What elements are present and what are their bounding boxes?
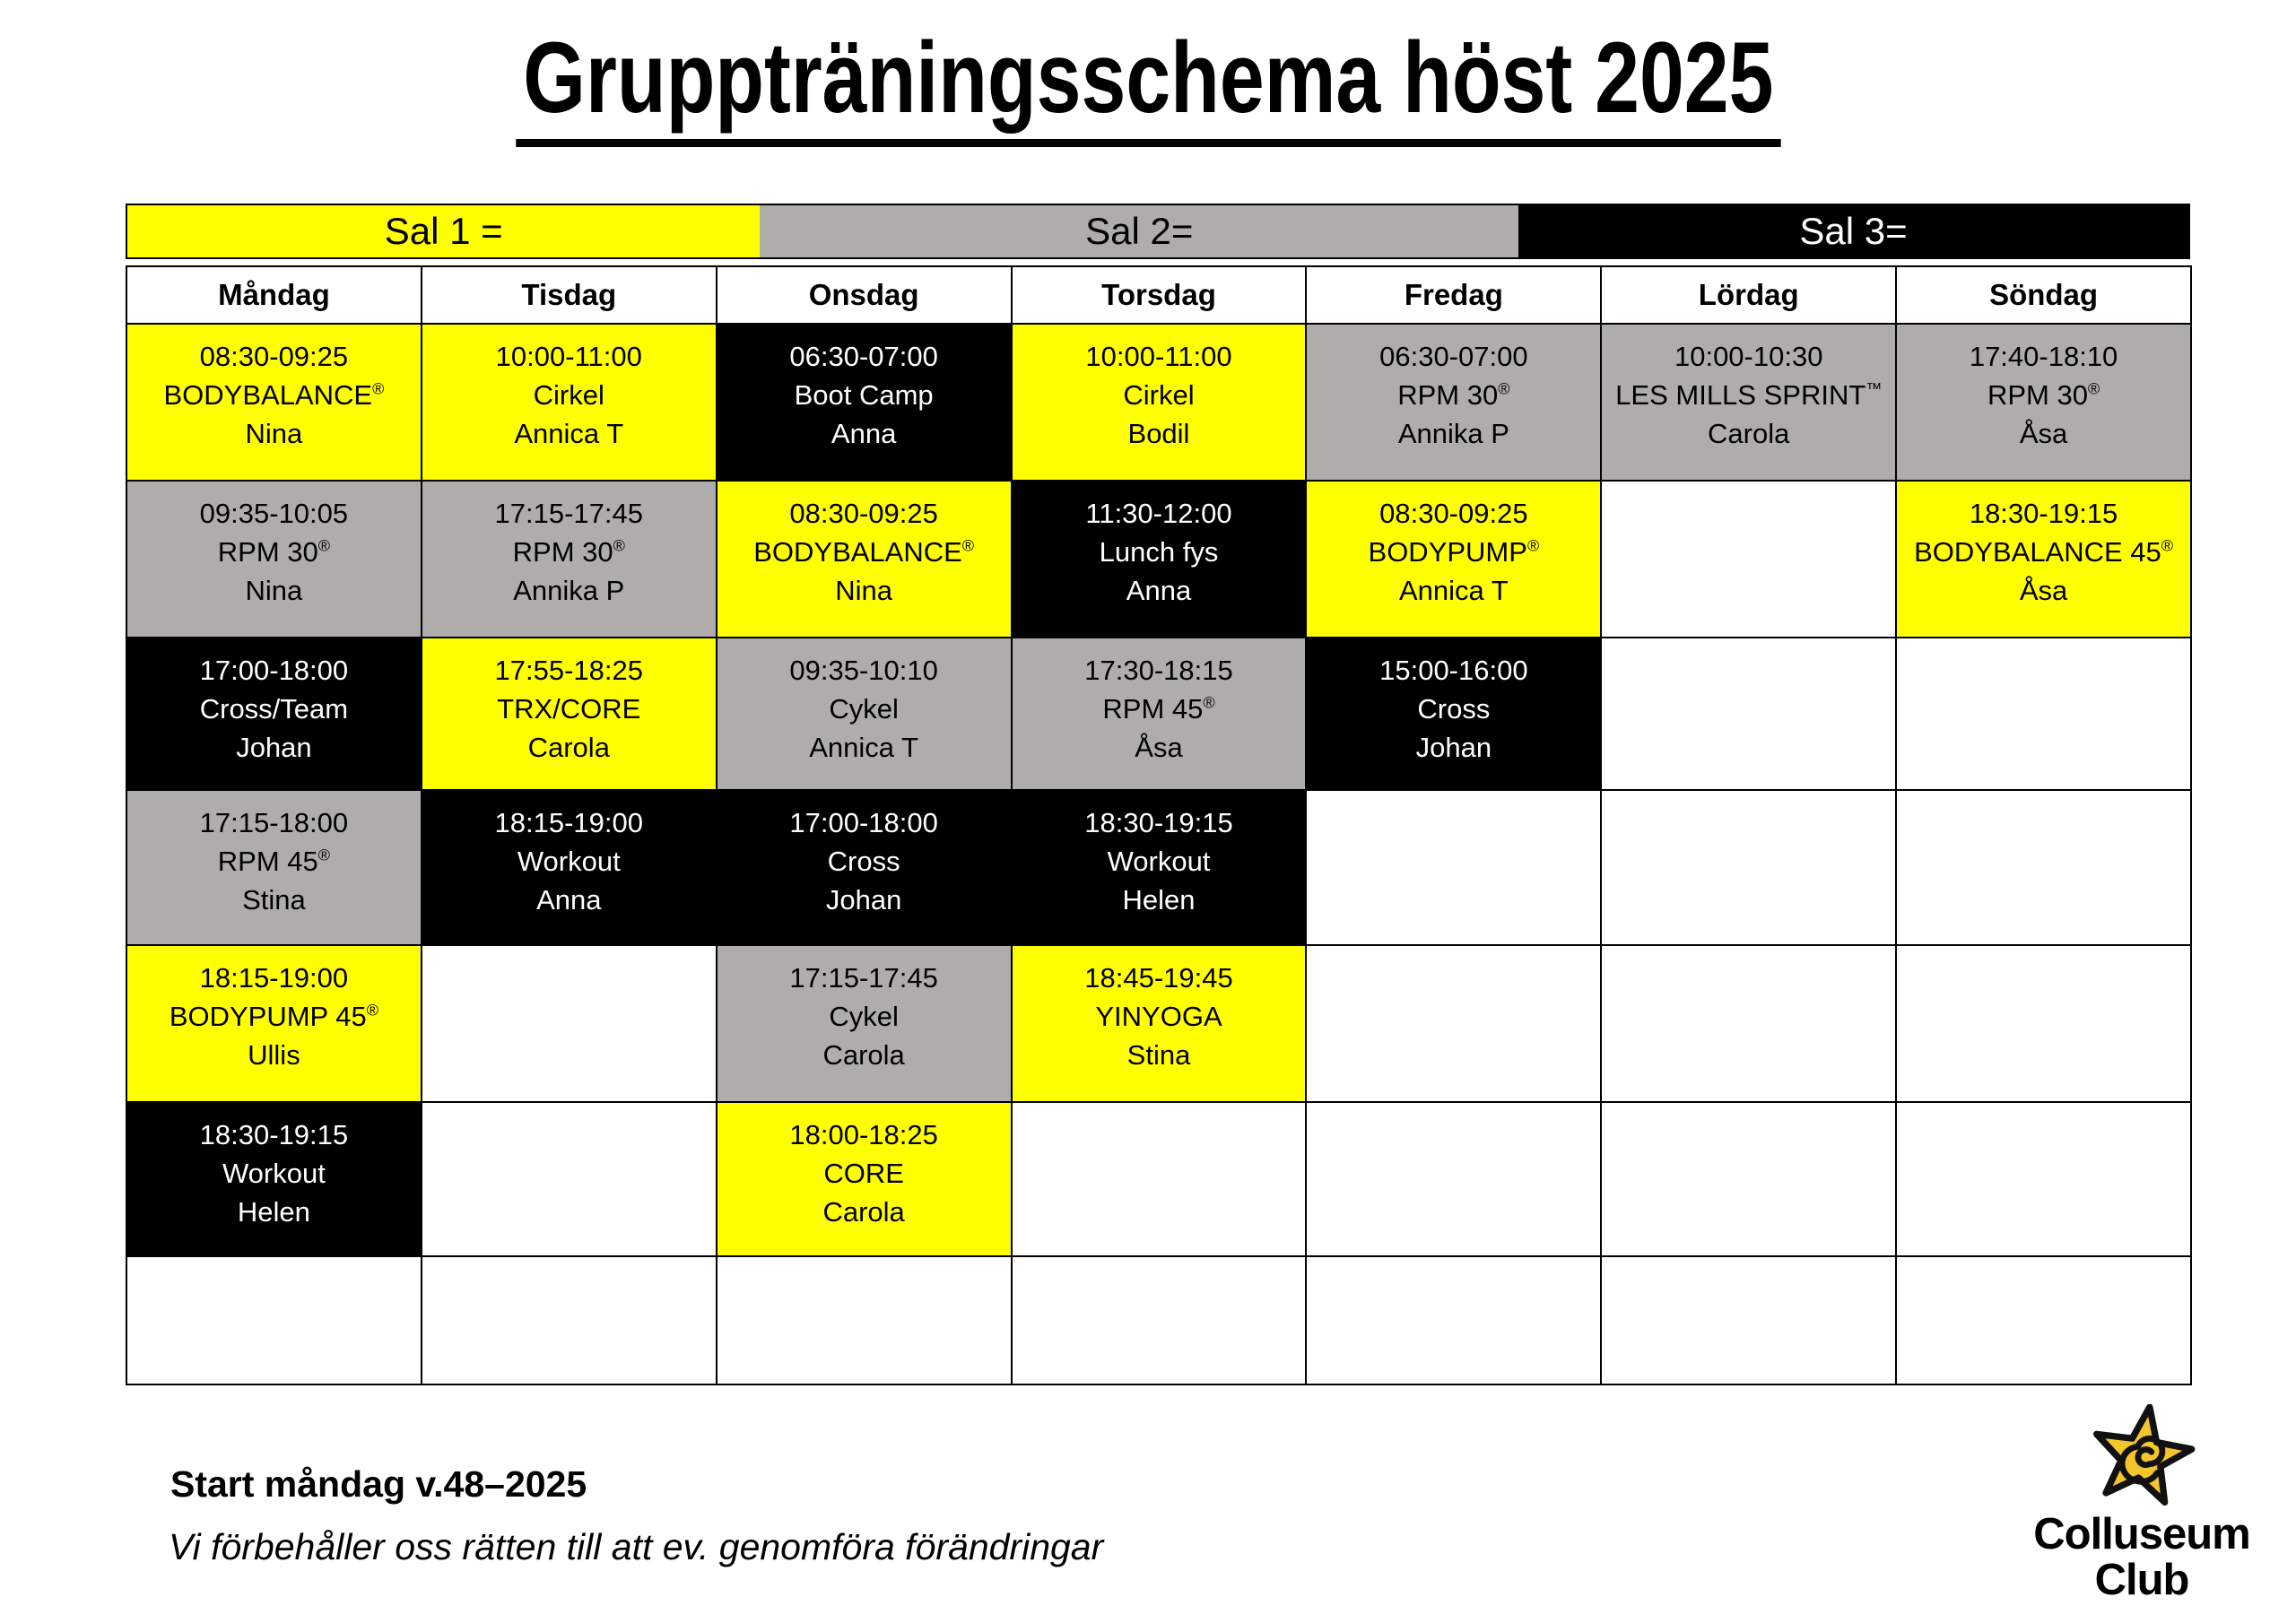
schedule-cell-empty xyxy=(1897,1103,2192,1257)
schedule-cell xyxy=(127,638,422,791)
schedule-cell xyxy=(1897,482,2192,638)
schedule-cell xyxy=(422,638,718,791)
schedule-cell-empty xyxy=(1602,1103,1897,1257)
cell-instructor: Carola xyxy=(822,1196,905,1228)
cell-time: 10:00-11:00 xyxy=(495,341,642,372)
cell-instructor: Annica T xyxy=(1398,575,1509,606)
cell-time: 10:00-10:30 xyxy=(1674,341,1823,372)
cell-instructor: Bodil xyxy=(1127,418,1190,449)
schedule-cell-empty xyxy=(1307,1257,1602,1385)
cell-time: 09:35-10:10 xyxy=(789,655,938,686)
legend-sal3 xyxy=(1518,205,2188,257)
logo-text-line2: Club xyxy=(2094,1556,2189,1604)
title-wrap xyxy=(0,22,2296,147)
schedule-cell-empty xyxy=(1307,791,1602,946)
schedule-cell xyxy=(1013,638,1308,791)
schedule-cell xyxy=(127,1103,422,1257)
cell-time: 17:15-17:45 xyxy=(494,498,644,529)
schedule-cell xyxy=(718,638,1013,791)
cell-time: 11:30-12:00 xyxy=(1085,498,1232,529)
schedule-cell xyxy=(127,946,422,1103)
schedule-cell-empty xyxy=(1013,1103,1308,1257)
schedule-cell-empty xyxy=(1897,946,2192,1103)
cell-time: 08:30-09:25 xyxy=(1379,498,1528,529)
cell-activity: Workout xyxy=(1107,846,1211,877)
cell-activity: Workout xyxy=(222,1158,326,1189)
cell-instructor: Anna xyxy=(536,884,602,916)
schedule-cell xyxy=(422,791,718,946)
legend-bar xyxy=(126,204,2190,259)
cell-time: 17:00-18:00 xyxy=(789,807,938,838)
cell-activity: Boot Camp xyxy=(794,379,934,411)
cell-time: 17:55-18:25 xyxy=(494,655,644,686)
legend-sal2-label: Sal 2= xyxy=(1085,210,1194,252)
schedule-cell-empty xyxy=(422,1103,718,1257)
cell-time: 18:15-19:00 xyxy=(494,807,644,838)
cell-activity: RPM 30® xyxy=(1987,379,2100,411)
cell-time: 08:30-09:25 xyxy=(789,498,938,529)
cell-instructor: Åsa xyxy=(2019,418,2068,449)
cell-time: 08:30-09:25 xyxy=(199,341,349,372)
cell-activity: Cykel xyxy=(829,1001,899,1032)
cell-time: 18:30-19:15 xyxy=(1969,498,2118,529)
cell-activity: RPM 30® xyxy=(512,536,625,568)
cell-instructor: Helen xyxy=(237,1196,310,1228)
cell-time: 18:00-18:25 xyxy=(789,1119,938,1150)
schedule-cell xyxy=(718,482,1013,638)
schedule-cell-empty xyxy=(1602,482,1897,638)
cell-time: 17:15-17:45 xyxy=(789,962,938,994)
cell-activity: Cross/Team xyxy=(199,693,349,725)
cell-time: 17:00-18:00 xyxy=(199,655,349,686)
cell-activity: RPM 45® xyxy=(1102,693,1215,725)
schedule-cell-empty xyxy=(1897,791,2192,946)
cell-time: 17:15-18:00 xyxy=(199,807,349,838)
schedule-cell xyxy=(1307,482,1602,638)
day-header: Söndag xyxy=(1897,267,2192,325)
cell-instructor: Carola xyxy=(527,732,610,763)
cell-instructor: Ullis xyxy=(248,1039,300,1071)
day-header: Lördag xyxy=(1602,267,1897,325)
cell-instructor: Carola xyxy=(1708,418,1790,449)
star-shape xyxy=(2088,1404,2197,1506)
cell-instructor: Annika P xyxy=(513,575,625,606)
schedule-cell xyxy=(127,482,422,638)
cell-activity: Cross xyxy=(1417,693,1491,725)
cell-activity: BODYBALANCE® xyxy=(753,536,975,568)
day-header: Onsdag xyxy=(718,267,1013,325)
schedule-cell xyxy=(718,1103,1013,1257)
cell-activity: CORE xyxy=(823,1158,904,1189)
schedule-cell xyxy=(127,791,422,946)
footer-start-date: Start måndag v.48–2025 xyxy=(170,1463,587,1505)
schedule-cell-empty xyxy=(1897,1257,2192,1385)
cell-time: 18:30-19:15 xyxy=(199,1119,349,1150)
cell-instructor: Anna xyxy=(831,418,897,449)
cell-instructor: Annika P xyxy=(1397,418,1509,449)
cell-activity: LES MILLS SPRINT™ xyxy=(1615,379,1883,411)
cell-time: 10:00-11:00 xyxy=(1085,341,1232,372)
schedule-cell xyxy=(1307,638,1602,791)
cell-activity: Cykel xyxy=(829,693,899,725)
cell-time: 17:30-18:15 xyxy=(1084,655,1233,686)
cell-instructor: Nina xyxy=(245,418,303,449)
schedule-cell xyxy=(422,482,718,638)
cell-activity: RPM 30® xyxy=(1397,379,1510,411)
cell-instructor: Helen xyxy=(1122,884,1196,916)
cell-activity: BODYPUMP 45® xyxy=(169,1001,379,1032)
schedule-cell-empty xyxy=(1602,946,1897,1103)
cell-instructor: Annica T xyxy=(809,732,919,763)
schedule-cell-empty xyxy=(1307,946,1602,1103)
cell-activity: BODYBALANCE® xyxy=(163,379,385,411)
cell-activity: RPM 30® xyxy=(217,536,331,568)
cell-time: 06:30-07:00 xyxy=(789,341,938,372)
schedule-cell xyxy=(718,791,1013,946)
schedule-cell xyxy=(1602,325,1897,482)
schedule-cell xyxy=(1013,791,1308,946)
cell-instructor: Åsa xyxy=(1135,732,1183,763)
day-header: Måndag xyxy=(127,267,422,325)
cell-instructor: Anna xyxy=(1126,575,1192,606)
cell-time: 18:45-19:45 xyxy=(1084,962,1233,994)
cell-time: 18:30-19:15 xyxy=(1084,807,1233,838)
cell-activity: TRX/CORE xyxy=(497,693,641,725)
page-title: Gruppträningsschema höst 2025 xyxy=(516,22,1780,147)
cell-activity: Cirkel xyxy=(533,379,604,411)
schedule-cell xyxy=(1897,325,2192,482)
schedule-cell-empty xyxy=(1307,1103,1602,1257)
cell-activity: Workout xyxy=(517,846,621,877)
schedule-cell-empty xyxy=(127,1257,422,1385)
schedule-cell-empty xyxy=(718,1257,1013,1385)
legend-sal1 xyxy=(127,205,760,257)
day-header: Fredag xyxy=(1307,267,1602,325)
day-header: Torsdag xyxy=(1013,267,1308,325)
schedule-cell xyxy=(422,325,718,482)
schedule-cell-empty xyxy=(1602,638,1897,791)
cell-activity: RPM 45® xyxy=(217,846,331,877)
cell-time: 17:40-18:10 xyxy=(1969,341,2118,372)
schedule-cell-empty xyxy=(1897,638,2192,791)
cell-time: 06:30-07:00 xyxy=(1379,341,1528,372)
cell-instructor: Åsa xyxy=(2019,575,2068,606)
star-logo-icon xyxy=(2085,1404,2198,1510)
schedule-cell xyxy=(718,946,1013,1103)
legend-sal3-label: Sal 3= xyxy=(1799,210,1908,252)
schedule-cell xyxy=(718,325,1013,482)
cell-instructor: Nina xyxy=(835,575,893,606)
logo-text-line1: Colluseum xyxy=(2033,1510,2250,1558)
day-header: Tisdag xyxy=(422,267,718,325)
schedule-cell-empty xyxy=(422,946,718,1103)
schedule-cell xyxy=(1013,482,1308,638)
schedule-cell-empty xyxy=(1602,791,1897,946)
cell-instructor: Nina xyxy=(245,575,303,606)
schedule-cell xyxy=(127,325,422,482)
cell-activity: BODYPUMP® xyxy=(1368,536,1540,568)
cell-activity: Lunch fys xyxy=(1099,536,1219,568)
cell-instructor: Stina xyxy=(242,884,306,916)
cell-instructor: Carola xyxy=(822,1039,905,1071)
cell-activity: YINYOGA xyxy=(1095,1001,1222,1032)
cell-time: 09:35-10:05 xyxy=(199,498,349,529)
legend-sal2 xyxy=(760,205,1518,257)
cell-time: 18:15-19:00 xyxy=(199,962,349,994)
schedule-cell-empty xyxy=(1013,1257,1308,1385)
cell-activity: Cross xyxy=(827,846,900,877)
club-logo xyxy=(2005,1404,2278,1603)
footer-disclaimer: Vi förbehåller oss rätten till att ev. genomföra förändringar xyxy=(169,1526,1104,1567)
schedule-cell-empty xyxy=(422,1257,718,1385)
schedule-cell-empty xyxy=(1602,1257,1897,1385)
cell-instructor: Johan xyxy=(236,732,312,763)
cell-instructor: Johan xyxy=(1415,732,1492,763)
schedule-cell xyxy=(1013,325,1308,482)
cell-instructor: Johan xyxy=(825,884,902,916)
cell-activity: Cirkel xyxy=(1123,379,1195,411)
legend-sal1-label: Sal 1 = xyxy=(384,210,503,252)
schedule-cell xyxy=(1307,325,1602,482)
cell-instructor: Annica T xyxy=(514,418,624,449)
schedule-grid xyxy=(126,265,2192,1385)
cell-time: 15:00-16:00 xyxy=(1379,655,1528,686)
cell-instructor: Stina xyxy=(1126,1039,1191,1071)
schedule-cell xyxy=(1013,946,1308,1103)
cell-activity: BODYBALANCE 45® xyxy=(1914,536,2174,568)
